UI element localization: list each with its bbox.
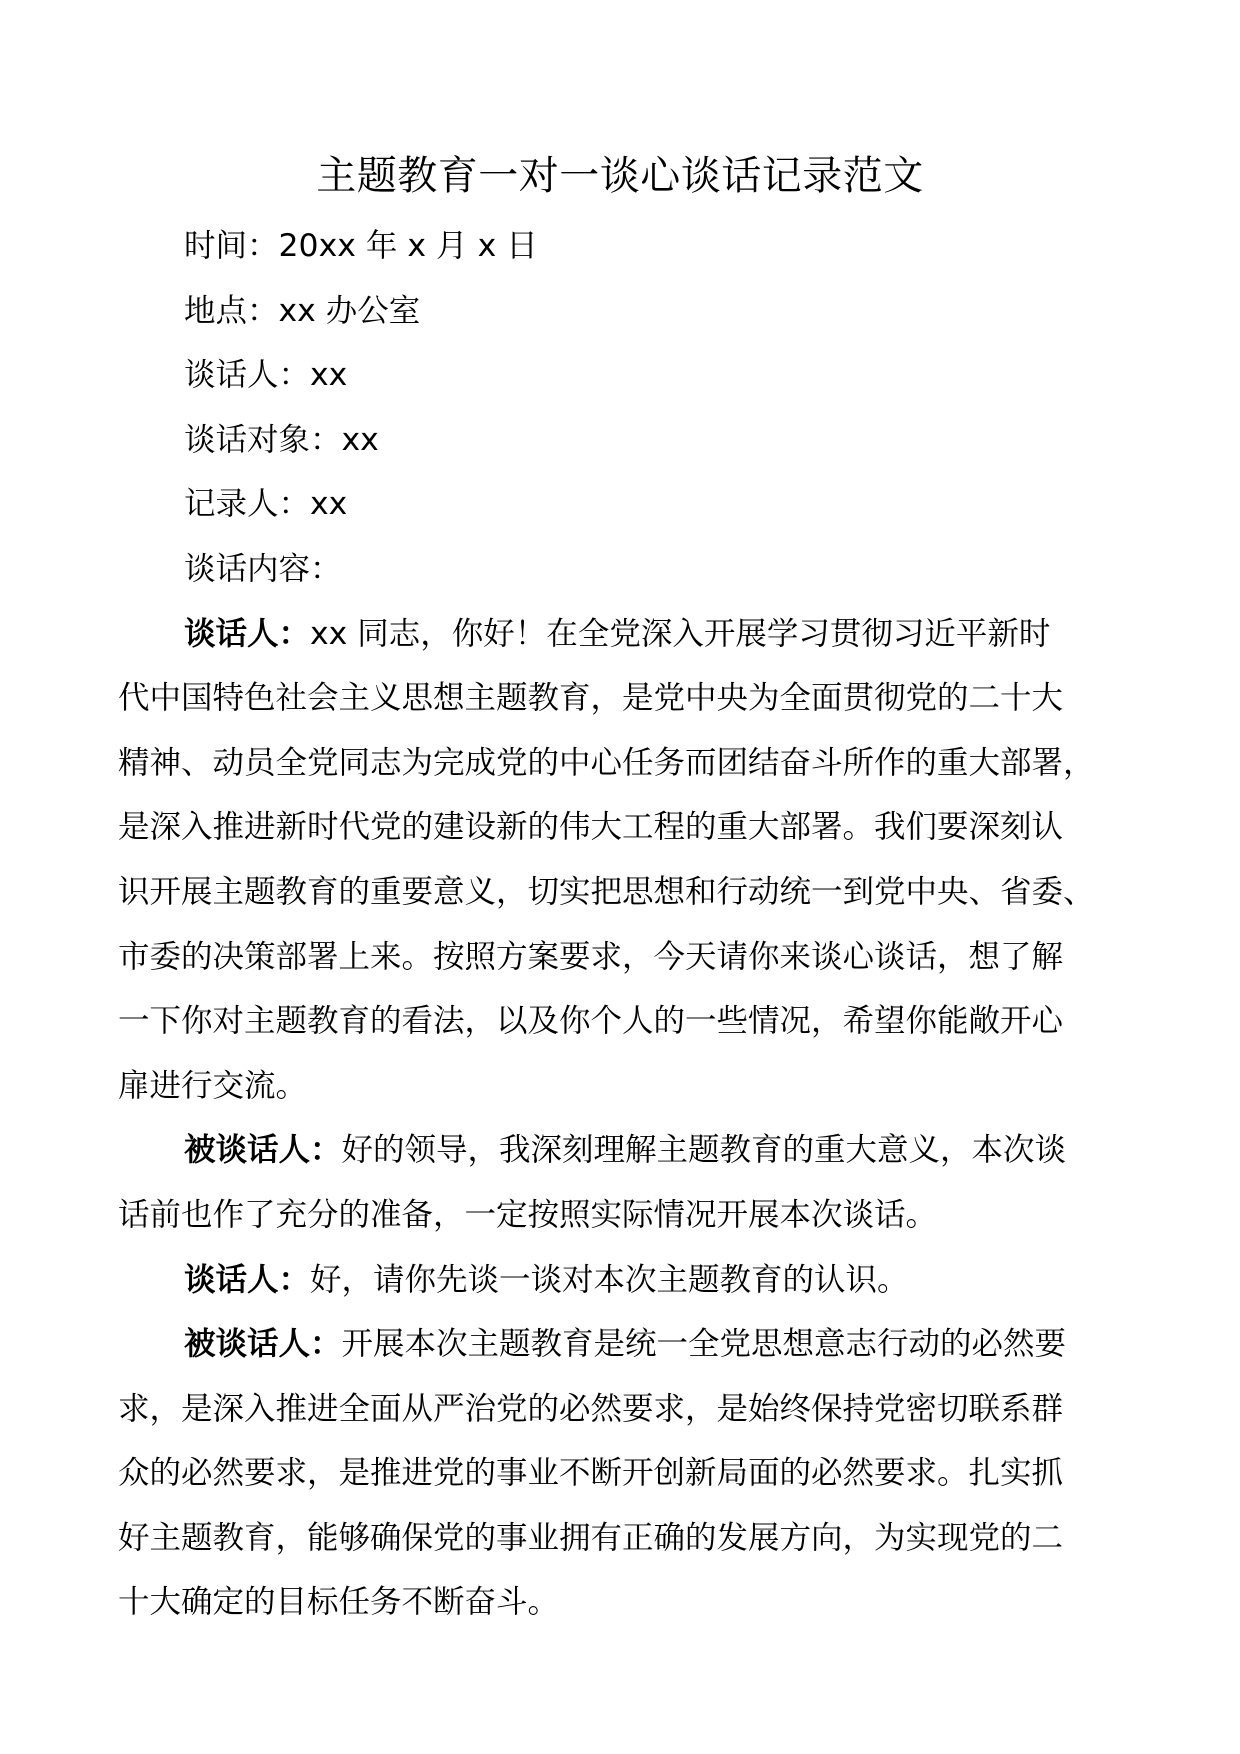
paragraph-line: 市委的决策部署上来。按照方案要求，今天请你来谈心谈话，想了解 [118,938,1064,975]
meta-label: 谈话对象： [184,421,342,458]
document-body [118,214,1128,1635]
paragraph-line [118,602,1128,667]
speaker-label: 谈话人： [184,1261,311,1298]
paragraph-line: 求，是深入推进全面从严治党的必然要求，是始终保持党密切联系群 [118,1390,1064,1427]
meta-value: xx 办公室 [278,292,421,329]
paragraph-line: 话前也作了充分的准备，一定按照实际情况开展本次谈话。 [118,1196,938,1233]
meta-label: 谈话人： [184,357,311,394]
meta-value: xx [310,486,348,523]
paragraph-line: 众的必然要求，是推进党的事业不断开创新局面的必然要求。扎实抓 [118,1455,1064,1492]
meta-value: 20xx 年 x 月 x 日 [278,228,538,264]
paragraph-text: 开展本次主题教育是统一全党思想意志行动的必然要 [341,1326,1067,1363]
meta-label: 记录人： [184,486,311,523]
paragraph-line [118,1118,1128,1183]
meta-label: 地点： [184,292,279,329]
paragraph-line: 十大确定的目标任务不断奋斗。 [118,1584,560,1621]
paragraph-line: 扉进行交流。 [118,1067,308,1104]
paragraph-line: 识开展主题教育的重要意义，切实把思想和行动统一到党中央、省委、 [118,873,1095,910]
meta-time [118,214,1128,279]
meta-value: xx [310,357,348,394]
meta-value: xx [341,421,379,458]
meta-label: 时间： [184,228,279,264]
paragraph-line: 精神、动员全党同志为完成党的中心任务而团结奋斗所作的重大部署， [118,744,1095,781]
document-title: 主题教育一对一谈心谈话记录范文 [316,153,924,199]
paragraph-text: xx 同志，你好！在全党深入开展学习贯彻习近平新时 [310,615,1051,652]
meta-content-heading [118,537,1128,602]
paragraph-line [118,1248,1128,1313]
meta-interviewee [118,408,1128,473]
paragraph-line: 代中国特色社会主义思想主题教育，是党中央为全面贯彻党的二十大 [118,680,1064,717]
meta-location [118,279,1128,344]
meta-interviewer [118,343,1128,408]
paragraph-line: 是深入推进新时代党的建设新的伟大工程的重大部署。我们要深刻认 [118,809,1064,846]
speaker-label: 被谈话人： [184,1132,342,1169]
meta-label: 谈话内容： [184,550,342,587]
paragraph-text: 好的领导，我深刻理解主题教育的重大意义，本次谈 [341,1132,1067,1169]
speaker-label: 谈话人： [184,615,311,652]
paragraph-line: 一下你对主题教育的看法，以及你个人的一些情况，希望你能敞开心 [118,1003,1064,1040]
speaker-label: 被谈话人： [184,1326,342,1363]
meta-recorder [118,472,1128,537]
paragraph-line: 好主题教育，能够确保党的事业拥有正确的发展方向，为实现党的二 [118,1519,1064,1556]
paragraph-text: 好，请你先谈一谈对本次主题教育的认识。 [310,1261,909,1298]
paragraph-line [118,1312,1128,1377]
